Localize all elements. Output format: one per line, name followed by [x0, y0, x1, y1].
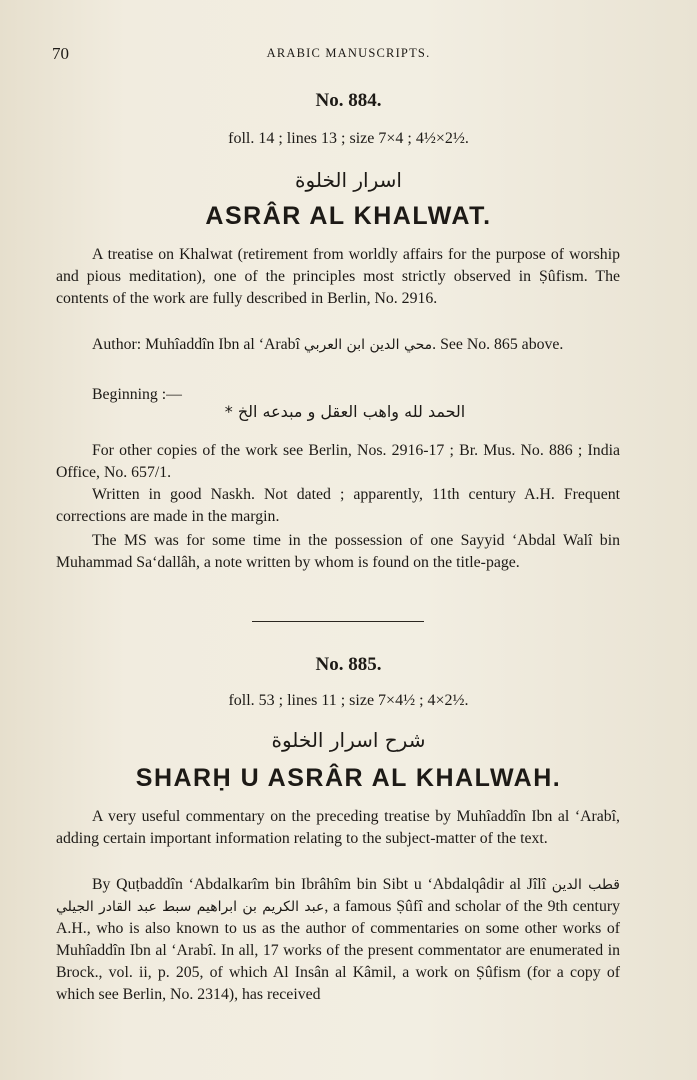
entry-884-heading [0, 90, 697, 112]
entry-885-by-prefix: By Quṭbaddîn ‘Abdalkarîm bin Ibrâhîm bin Sibt u ‘Abdalqâdir al Jîlî [92, 876, 547, 893]
entry-884-arabic-title: اسرار الخلوة [295, 168, 402, 192]
entry-885-by-arabic: قطب الدين عبد الكريم بن ابراهيم سبط عبد القادر الجيلي [56, 877, 621, 915]
entry-884-possession: The MS was for some time in the possession of one Sayyid ‘Abdal Walî bin Muhammad Sa‘dallâh, a note written by whom is found on the title-page. [56, 532, 620, 571]
entry-885-no-value: 885. [348, 654, 382, 675]
entry-884-author-arabic: محي الدين ابن العربي [303, 337, 433, 353]
section-divider [252, 621, 424, 622]
entry-885-arabic-title: شرح اسرار الخلوة [271, 728, 426, 752]
entry-885-by-suffix: , a famous Ṣûfî and scholar of the 9th century A.H., who is also known to us as the author of commentaries on some other works of Muhîaddîn Ibn al ‘Arabî. In all, 17 works of the present commentator are enumerated in Brock., vol. ii, p. 205, of which Al Insân al Kâmil, a work on Ṣûfism (for a copy of which see Berlin, No. 2314), has received [56, 898, 621, 1003]
entry-884-description: A treatise on Khalwat (retirement from worldly affairs for the purpose of worship and pious meditation), one of the principles most strictly observed in Ṣûfism. The contents of the work are fully described in Berlin, No. 2916. [56, 246, 620, 307]
entry-884-beginning-label: Beginning :— [92, 386, 182, 403]
running-head: ARABIC MANUSCRIPTS. [266, 46, 431, 60]
page-number: 70 [52, 44, 69, 63]
entry-884-author-suffix: . See No. 865 above. [432, 336, 564, 353]
entry-884-no-value: 884. [348, 90, 382, 111]
entry-884-author-prefix: Author: Muhîaddîn Ibn al ‘Arabî [92, 336, 300, 353]
entry-885-heading [0, 654, 697, 676]
entry-884-no-label: No. [315, 90, 344, 111]
entry-885-no-label: No. [315, 654, 344, 675]
entry-884-title: ASRÂR AL KHALWAT. [205, 202, 492, 230]
entry-885-author [56, 874, 620, 1006]
entry-884-author [56, 334, 620, 356]
entry-884-other-copies: For other copies of the work see Berlin, Nos. 2916-17 ; Br. Mus. No. 886 ; India Office, No. 657/1. [56, 442, 620, 481]
entry-885-meta: foll. 53 ; lines 11 ; size 7×4½ ; 4×2½. [228, 692, 469, 709]
entry-885-title: SHARḤ U ASRÂR AL KHALWAH. [135, 764, 562, 792]
entry-885-description: A very useful commentary on the preceding treatise by Muhîaddîn Ibn al ‘Arabî, adding certain important information relating to the subject-matter of the text. [56, 808, 620, 847]
entry-884-beginning-arabic: الحمد لله واهب العقل و مبدعه الخ * [224, 402, 466, 421]
entry-884-written: Written in good Naskh. Not dated ; apparently, 11th century A.H. Frequent corrections are made in the margin. [56, 486, 620, 525]
entry-884-meta: foll. 14 ; lines 13 ; size 7×4 ; 4½×2½. [228, 130, 469, 147]
